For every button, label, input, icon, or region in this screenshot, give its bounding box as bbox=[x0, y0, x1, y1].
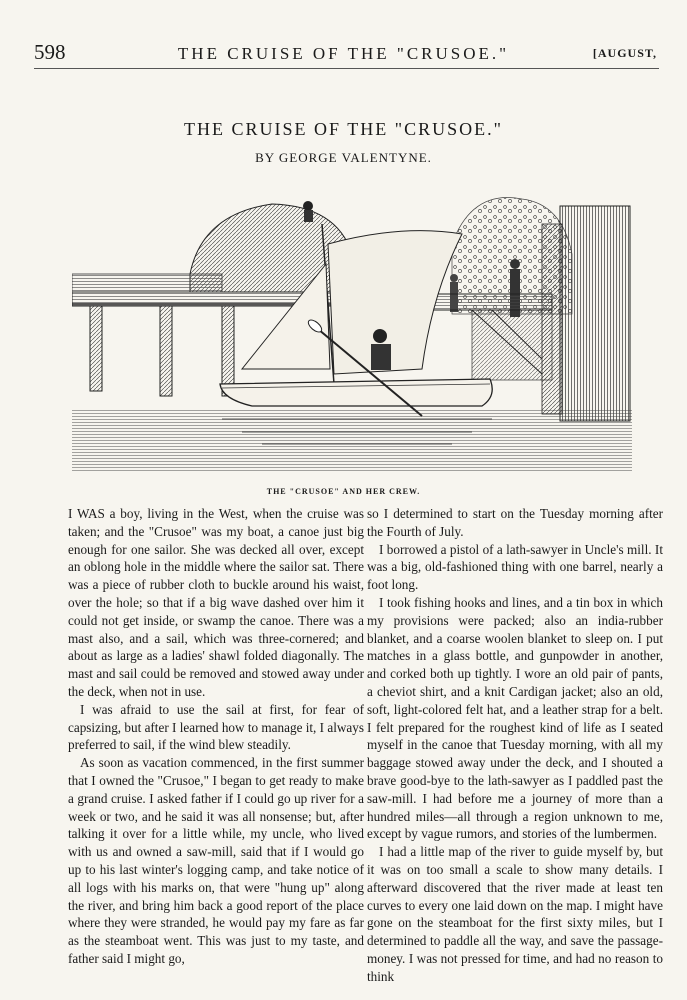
paragraph: As soon as vacation commenced, in the first summer that I owned the "Crusoe," I began to get ready to make a grand cruise. I asked father if I could go up river for a week or two, and he said it was all nonsense; but, after talking it over for a little while, my uncle, who lived with us and owned a saw-mill, said that if I would go up to his last winter's logging camp, and take notice of all logs with his marks on, that were "hung up" along the river, and bring him back a good report of the place where they were stranded, he would pay my fare as far as the steamboat went. This was just to my taste, and father said I might go, bbox=[68, 755, 364, 966]
paragraph: I had a little map of the river to guide myself by, but it was on too small a scale to show many details. I afterward discovered that the river made at least ten curves to every one laid down on the map. I might have gone on the steamboat for the first sixty miles, but I determined to paddle all the way, and save the passage-money. I was not pressed for time, and had no reason to think bbox=[367, 844, 663, 984]
paragraph: I took fishing hooks and lines, and a tin box in which my provisions were packed; also an india-rubber blanket, and a coarse woolen blanket to sleep on. I put matches in a glass bottle, and gunpowder in another, and corked both up tightly. I wore an old pair of pants, a cheviot shirt, and a knit Cardigan jacket; also an old, soft, light-colored felt hat, and a leather strap for a belt. I felt prepared for the roughest kind of life as I seated myself in the canoe that Tuesday morning, with all my baggage stowed away under the deck, and I shouted a brave good-bye to the lath-sawyer as I paddled past the saw-mill. I had before me a journey of more than a hundred miles—all through a region unknown to me, except by vague rumors, and stories of the lumbermen. bbox=[367, 594, 663, 842]
paragraph: I borrowed a pistol of a lath-sawyer in Uncle's mill. It was a big, old-fashioned thing with one barrel, nearly a foot long. bbox=[367, 541, 663, 593]
running-header bbox=[0, 38, 687, 68]
header-rule bbox=[34, 68, 659, 69]
article-title: THE CRUISE OF THE "CRUSOE." bbox=[184, 119, 503, 139]
paragraph: I was afraid to use the sail at first, for fear of capsizing, but after I learned how to manage it, I always preferred to sail, if the wind blew steadily. bbox=[68, 701, 364, 753]
left-column bbox=[68, 505, 364, 968]
paragraph: so I determined to start on the Tuesday morning after the Fourth of July. bbox=[367, 506, 663, 539]
illustration-caption: THE "CRUSOE" AND HER CREW. bbox=[266, 487, 421, 496]
issue-month: [AUGUST, bbox=[592, 46, 657, 60]
page-number: 598 bbox=[34, 40, 66, 64]
paragraph: I WAS a boy, living in the West, when the cruise was taken; and the "Crusoe" was my boat, a canoe just big enough for one sailor. She was decked all over, except an oblong hole in the middle where the sailor sat. There was a piece of rubber cloth to buckle around his waist, over the hole; so that if a big wave dashed over him it could not get inside, or swamp the canoe. There was a mast also, and a sail, which was three-cornered; and about as large as a ladies' shawl folded diagonally. The mast and sail could be removed and stowed away under the deck, when not in use. bbox=[68, 506, 364, 699]
right-column bbox=[367, 505, 663, 986]
canoe-illustration bbox=[72, 184, 632, 471]
running-title: THE CRUISE OF THE "CRUSOE." bbox=[177, 44, 510, 63]
article-byline: BY GEORGE VALENTYNE. bbox=[255, 150, 432, 165]
